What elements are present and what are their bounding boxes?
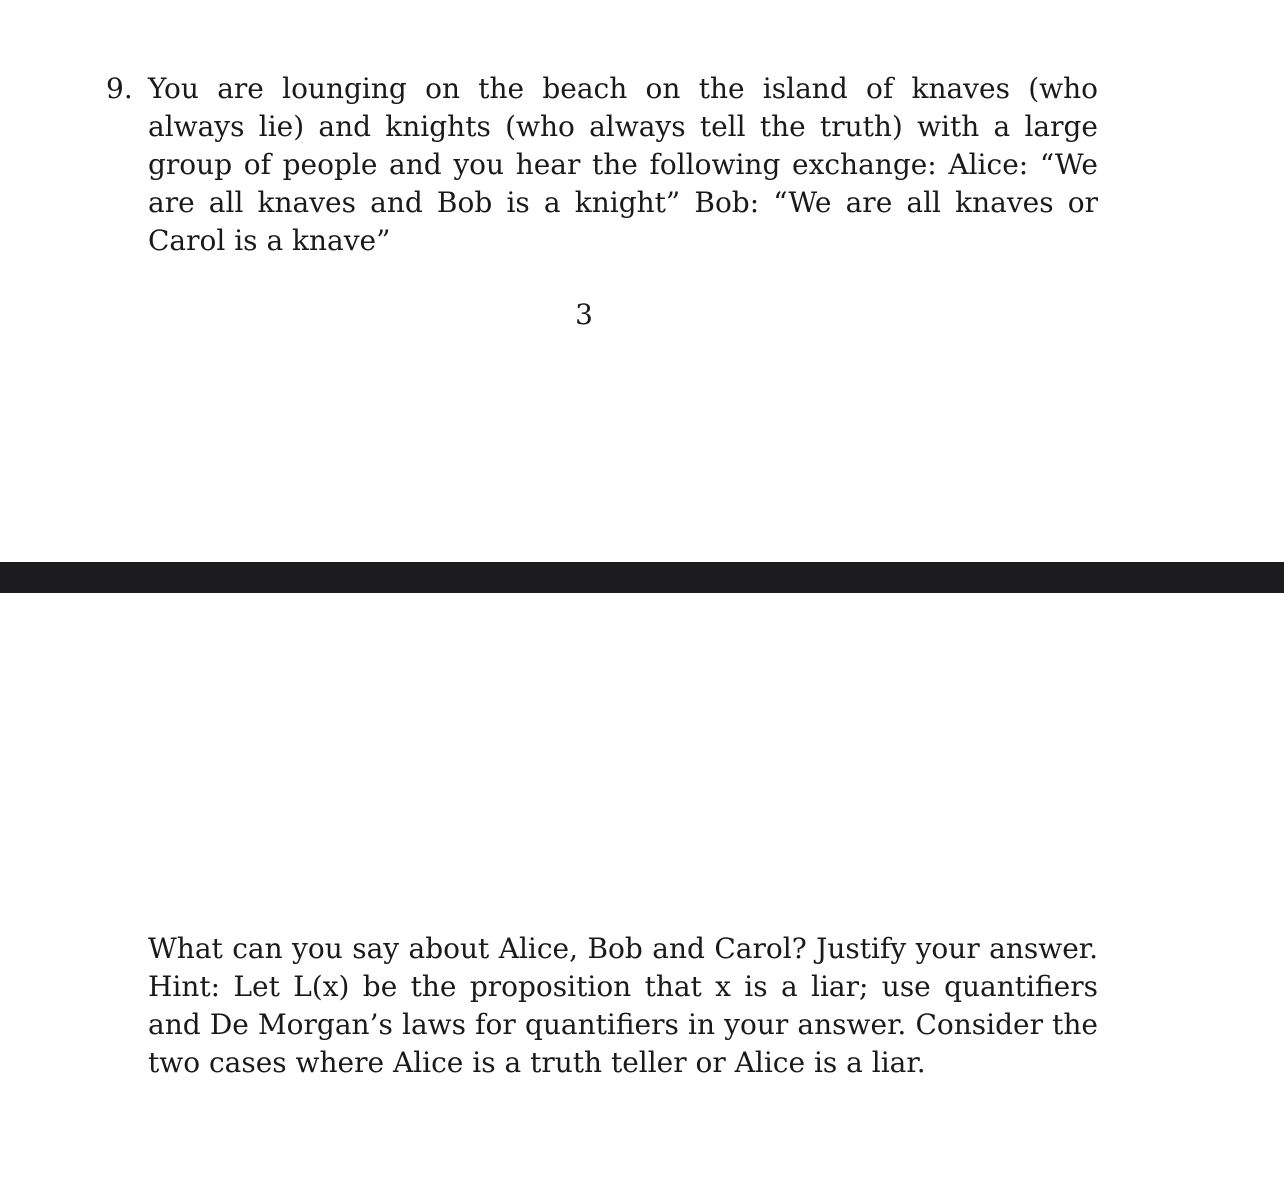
page-4 [0, 593, 1284, 1204]
problem-number: 9. [106, 72, 133, 105]
followup-question: What can you say about Alice, Bob and Carol? Justify your answer. Hint: Let L(x) be the proposition that x is a liar; use quantifiers and De Morgan’s laws for quantifiers in your answer. Consider the two cases where Alice is a truth teller or Alice is a liar. [148, 932, 1098, 1079]
page-3 [0, 0, 1284, 560]
page-number: 3 [575, 298, 593, 331]
problem-statement: You are lounging on the beach on the island of knaves (who always lie) and knights (who always tell the truth) with a large group of people and you hear the following exchange: Alice: “We are all knaves and Bob is a knight” Bob: “We are all knaves or Carol is a knave” [148, 72, 1098, 257]
page-divider [0, 562, 1284, 593]
